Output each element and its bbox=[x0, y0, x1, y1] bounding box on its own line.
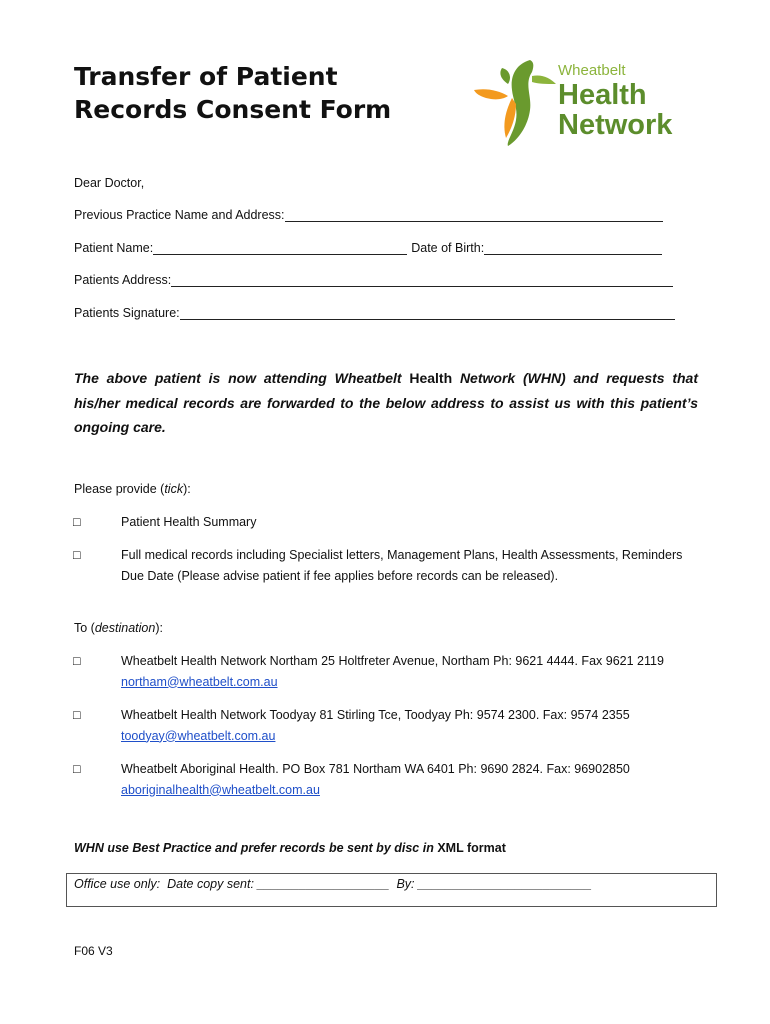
provide-label: Please provide (tick): bbox=[74, 482, 191, 496]
intro-part2: Health bbox=[409, 370, 453, 386]
checkbox-full-records[interactable]: □ bbox=[73, 548, 81, 562]
destination-northam: Wheatbelt Health Network Northam 25 Holtfreter Avenue, Northam Ph: 9621 4444. Fax 9621 2119 northam@wheatbelt.com.au bbox=[121, 654, 664, 689]
northam-email-link[interactable]: northam@wheatbelt.com.au bbox=[121, 674, 278, 689]
logo-text bbox=[558, 62, 672, 140]
practice-input-line[interactable] bbox=[285, 209, 663, 222]
dob-label: Date of Birth: bbox=[411, 241, 485, 255]
toodyay-email-link[interactable]: toodyay@wheatbelt.com.au bbox=[121, 728, 276, 743]
practice-field bbox=[74, 208, 663, 222]
dob-input-line[interactable] bbox=[484, 242, 662, 255]
destination-label: To (destination): bbox=[74, 621, 163, 635]
checkbox-toodyay[interactable]: □ bbox=[73, 708, 81, 722]
checkbox-health-summary[interactable]: □ bbox=[73, 515, 81, 529]
logo-line2: Health bbox=[558, 79, 647, 111]
office-use-text: Office use only: Date copy sent: ___________________ By: _________________________ bbox=[74, 877, 592, 891]
destination-label-italic: destination bbox=[94, 621, 156, 635]
option-full-records: Full medical records including Specialist letters, Management Plans, Health Assessments, Reminders Due Date (Please advise patient if fee applies before records can be released). bbox=[121, 548, 683, 583]
logo-line3: Network bbox=[558, 109, 673, 141]
greeting bbox=[74, 176, 144, 190]
form-title-line2: Records Consent Form bbox=[74, 95, 392, 124]
form-title-line1: Transfer of Patient bbox=[74, 62, 338, 91]
destination-toodyay: Wheatbelt Health Network Toodyay 81 Stirling Tce, Toodyay Ph: 9574 2300. Fax: 9574 2355 toodyay@wheatbelt.com.au bbox=[121, 708, 630, 743]
checkbox-aboriginal-health[interactable]: □ bbox=[73, 762, 81, 776]
patient-name-input-line[interactable] bbox=[153, 242, 407, 255]
intro-part1: The above patient is now attending Wheatbelt bbox=[74, 370, 402, 386]
office-use-box bbox=[66, 873, 717, 907]
format-note: WHN use Best Practice and prefer records be sent by disc in XML format bbox=[74, 841, 506, 855]
address-input-line[interactable] bbox=[171, 274, 673, 287]
option-health-summary: Patient Health Summary bbox=[121, 515, 257, 529]
form-version-code: F06 V3 bbox=[74, 944, 113, 958]
patient-name-field bbox=[74, 241, 662, 255]
signature-label: Patients Signature: bbox=[74, 306, 180, 320]
address-label: Patients Address: bbox=[74, 273, 172, 287]
form-title bbox=[74, 60, 391, 126]
practice-label: Previous Practice Name and Address: bbox=[74, 208, 285, 222]
aboriginal-health-email-link[interactable]: aboriginalhealth@wheatbelt.com.au bbox=[121, 782, 320, 797]
provide-label-italic: tick bbox=[164, 482, 184, 496]
signature-field bbox=[74, 306, 675, 320]
destination-aboriginal-health: Wheatbelt Aboriginal Health. PO Box 781 Northam WA 6401 Ph: 9690 2824. Fax: 96902850 aboriginalhealth@wheatbelt.com.au bbox=[121, 762, 630, 797]
wheatbelt-figure-icon bbox=[472, 54, 558, 150]
patient-name-label: Patient Name: bbox=[74, 241, 154, 255]
address-field bbox=[74, 273, 673, 287]
logo-line1: Wheatbelt bbox=[558, 62, 626, 79]
intro-paragraph bbox=[74, 366, 698, 440]
signature-input-line[interactable] bbox=[180, 307, 675, 320]
format-note-xml: XML format bbox=[437, 841, 506, 855]
intro-part3: Network (WHN) and requests that his/her medical records are forwarded to the below address to assist us with this patient’s ongoing care. bbox=[74, 370, 699, 435]
wheatbelt-logo bbox=[472, 54, 712, 150]
checkbox-northam[interactable]: □ bbox=[73, 654, 81, 668]
greeting-text: Dear Doctor, bbox=[74, 176, 145, 190]
